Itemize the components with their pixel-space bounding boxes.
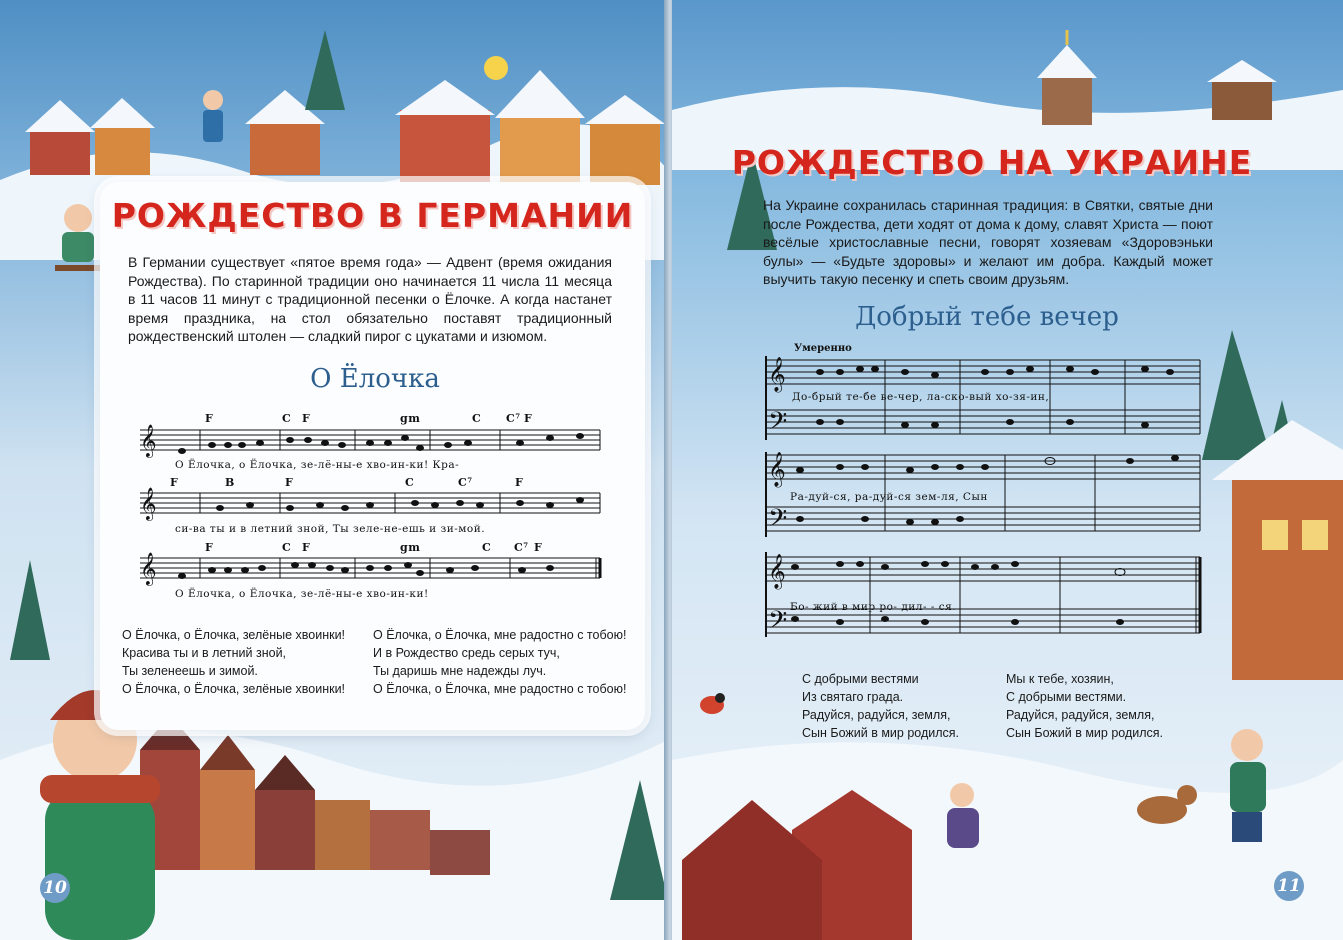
chord: F [170,476,179,489]
chord: F [524,412,533,425]
verse-line: И в Рождество средь серых туч, [373,646,560,660]
verse-line: О Ёлочка, о Ёлочка, зелёные хвоинки! [122,628,346,642]
bullfinch-icon [700,693,725,714]
page-title: РОЖДЕСТВО НА УКРАИНЕ [731,143,1253,182]
chord: F [205,541,214,554]
verse-1 [802,670,959,742]
svg-text:𝄞: 𝄞 [768,452,786,487]
chord: C⁷ [458,476,473,489]
verse-line: О Ёлочка, о Ёлочка, мне радостно с тобою! [373,628,627,642]
verse-line: Сын Божий в мир родился. [1006,726,1164,740]
intro-paragraph: На Украине сохранилась старинная традиция: в Святки, святые дни после Рождества, дети ходят от дома к дому, славят Христа — поют весёлые христославные песни, говорят хозяевам «Здоровэньки булы» — «Будьте здоровы» и желают им добра. Каждый может выучить такую песенку и спеть своим друзьям. [763,197,1213,287]
church-icon [1037,30,1097,125]
song-title: О Ёлочка [310,364,440,394]
chord: C⁷ [514,541,529,554]
chord: gm [400,541,421,554]
svg-text:𝄞: 𝄞 [140,424,157,457]
verse-line: Мы к тебе, хозяин, [1006,672,1114,686]
chord: C [482,541,492,554]
lyrics-line-1: До-брый те-бе ве-чер, ла-ско-вый хо-зя-ин, [792,391,1050,403]
song-title: Добрый тебе вечер [855,302,1119,332]
verse-line: С добрыми вестями [802,672,919,686]
tempo-marking: Умеренно [794,343,852,354]
top-houses-icon [25,70,665,185]
chord: F [515,476,524,489]
verse-line: Красива ты и в летний зной, [122,646,287,660]
chord: C [282,412,292,425]
chord: C [405,476,415,489]
lyrics-line-3: О Ёлочка, о Ёлочка, зе-лё-ны-е хво-ин-ки! [175,588,429,600]
verse-line: О Ёлочка, о Ёлочка, мне радостно с тобою! [373,682,627,696]
verse-line: Ты зеленеешь и зимой. [122,664,258,678]
sheet-music [130,408,610,608]
lyrics-line-2: Ра-дуй-ся, ра-дуй-ся зем-ля, Сын [790,491,988,503]
page-number: 11 [1274,871,1304,901]
chord: F [285,476,294,489]
chord: C [472,412,482,425]
note-heads-icon [178,433,584,579]
lyrics-line-2: си-ва ты и в летний зной, Ты зеле-не-ешь и зи-мой. [175,523,486,535]
svg-text:𝄢: 𝄢 [768,504,788,539]
svg-text:𝄞: 𝄞 [768,554,786,589]
verse-line: О Ёлочка, о Ёлочка, зелёные хвоинки! [122,682,346,696]
right-page [672,0,1343,940]
svg-text:𝄞: 𝄞 [140,487,157,520]
chord: F [302,541,311,554]
svg-text:𝄞: 𝄞 [768,357,786,392]
chord: C [282,541,292,554]
chord: F [302,412,311,425]
svg-text:𝄞: 𝄞 [140,552,157,585]
lyrics-line-3: Бо- жий в мир ро- дил- - ся. [790,601,957,613]
chord: F [205,412,214,425]
svg-text:𝄢: 𝄢 [768,407,788,442]
verse-line: Из святаго града. [802,690,904,704]
left-page [0,0,668,940]
chord: gm [400,412,421,425]
page-number: 10 [40,873,70,903]
skier-child-icon [203,90,223,142]
chord: F [534,541,543,554]
verse-2 [373,626,626,698]
chord: B [225,476,235,489]
verse-line: С добрыми вестями. [1006,690,1127,704]
verse-1 [122,626,345,698]
verse-line: Радуйся, радуйся, земля, [802,708,951,722]
top-houses-icon [1207,60,1277,120]
verse-line: Ты даришь мне надежды луч. [373,664,547,678]
lyrics-line-1: О Ёлочка, о Ёлочка, зе-лё-ны-е хво-ин-ки! Кра- [175,459,460,471]
verse-line: Сын Божий в мир родился. [802,726,960,740]
verse-2 [1006,670,1163,742]
sun-icon [484,56,508,80]
verse-line: Радуйся, радуйся, земля, [1006,708,1155,722]
boy-with-bowl-icon [1230,729,1266,842]
page-title: РОЖДЕСТВО В ГЕРМАНИИ [111,196,634,235]
svg-text:𝄢: 𝄢 [768,606,788,641]
chord: C⁷ [506,412,521,425]
intro-paragraph: В Германии существует «пятое время года» — Адвент (время ожидания Рождества). По старинной традиции оно начинается 11 числа 11 месяца в 11 часов 11 минут с традиционной песенки о Ёлочке. А когда настанет время праздника, на стол обязательно поставят традиционный рождественский штолен — сладкий пирог с цукатами и изюмом. [128,254,612,344]
